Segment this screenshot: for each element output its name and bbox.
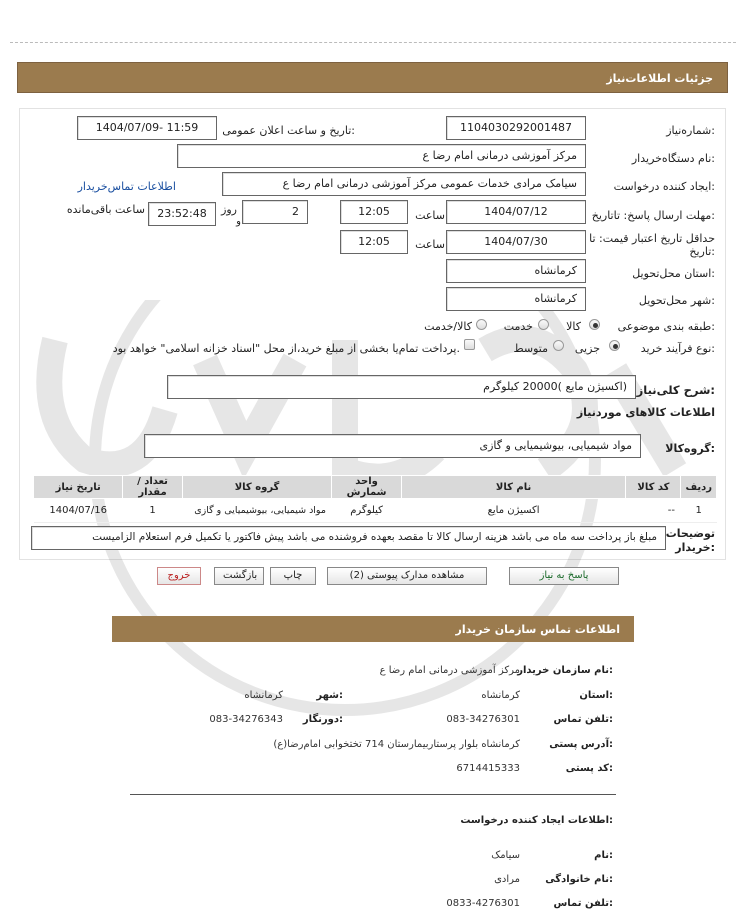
cell-row: 1 — [681, 499, 717, 523]
need-number-label: شماره‌نیاز: — [666, 124, 715, 137]
deadline-date-field[interactable]: 1404/07/12 — [446, 200, 586, 224]
contact-postal-label: کد پستی: — [565, 763, 613, 774]
treasury-note: پرداخت تمام‌یا بخشی از مبلغ خرید،از محل "اسناد خزانه اسلامی" خواهد بود. — [112, 342, 460, 355]
creator-label: ایجاد کننده درخواست: — [613, 180, 715, 193]
process-option-minor: جزیی — [574, 342, 600, 355]
col-row: ردیف — [681, 476, 717, 499]
validity-date-field[interactable]: 1404/07/30 — [446, 230, 586, 254]
col-unit: واحد شمارش — [332, 476, 401, 499]
creator-phone-value: 0833-4276301 — [446, 898, 520, 909]
reply-button[interactable]: پاسخ به نیاز — [509, 567, 619, 585]
buyer-org-field[interactable]: مرکز آموزشی درمانی امام رضا ع — [177, 144, 586, 168]
province-label: استان محل‌تحویل: — [632, 267, 715, 280]
contact-address-value: کرمانشاه بلوار پرستاربیمارستان 714 تختخوابی امام‌رضا(ع) — [273, 739, 520, 750]
creator-name-label: نام: — [594, 850, 613, 861]
contact-province-label: استان: — [579, 690, 613, 701]
category-radio-service[interactable] — [538, 319, 549, 330]
cell-group: مواد شیمیایی، بیوشیمیایی و گازی — [182, 499, 332, 523]
category-option-goods-service: کالا/خدمت — [424, 320, 472, 333]
contact-divider — [130, 794, 616, 795]
treasury-checkbox[interactable] — [464, 339, 475, 350]
buyer-notes-label-1: توضیحات — [665, 527, 715, 540]
cell-code: -- — [626, 499, 681, 523]
buyer-notes-label-2: خریدار: — [675, 541, 715, 554]
contact-header-title: اطلاعات تماس سازمان خریدار — [455, 623, 620, 636]
group-field[interactable]: مواد شیمیایی، بیوشیمیایی و گازی — [144, 434, 641, 458]
table-row[interactable] — [34, 499, 717, 523]
city-label: شهر محل‌تحویل: — [638, 294, 715, 307]
deadline-label: مهلت ارسال پاسخ: تاتاریخ: — [591, 209, 715, 222]
buyer-notes-field[interactable]: مبلغ باز پرداخت سه ماه می باشد هزینه ارسال کالا تا مقصد بعهده فروشنده می باشد پیش فاکتور یا تکمیل فرم استعلام الزامیست — [31, 526, 666, 550]
col-date: تاریخ نیاز — [34, 476, 123, 499]
creator-info-title: اطلاعات ایجاد کننده درخواست: — [460, 815, 613, 826]
print-button[interactable]: چاپ — [270, 567, 316, 585]
creator-family-value: مرادی — [494, 874, 520, 885]
contact-province-value: کرمانشاه — [481, 690, 520, 701]
creator-family-label: نام خانوادگی: — [545, 874, 613, 885]
deadline-time-label: ساعت — [415, 209, 445, 222]
col-code: کد کالا — [626, 476, 681, 499]
days-label: روز — [221, 203, 237, 216]
contact-fax-value: 083-34276343 — [209, 714, 283, 725]
remaining-label: ساعت باقی‌مانده — [66, 203, 145, 216]
days-suffix: و — [236, 216, 241, 227]
category-option-goods: کالا — [566, 320, 581, 333]
items-table — [33, 475, 717, 523]
contact-city-value: کرمانشاه — [244, 690, 283, 701]
exit-button[interactable]: خروج — [157, 567, 201, 585]
creator-phone-label: تلفن تماس: — [553, 898, 613, 909]
buyer-org-label: نام دستگاه‌خریدار: — [631, 152, 715, 165]
cell-name: اکسیژن مایع — [401, 499, 626, 523]
details-header-bar — [17, 62, 728, 93]
validity-time-field[interactable]: 12:05 — [340, 230, 408, 254]
cell-qty: 1 — [123, 499, 182, 523]
details-header-title: جزئیات اطلاعات‌نیاز — [606, 72, 713, 85]
cell-date: 1404/07/16 — [34, 499, 123, 523]
contact-phone-label: تلفن تماس: — [553, 714, 613, 725]
announce-label: تاریخ و ساعت اعلان عمومی: — [222, 124, 355, 137]
process-radio-medium[interactable] — [553, 340, 564, 351]
validity-label-2: تاریخ: — [689, 245, 715, 258]
contact-postal-value: 6714415333 — [456, 763, 520, 774]
validity-label-1: حداقل تاریخ اعتبار قیمت: تا — [589, 232, 715, 245]
category-radio-goods-service[interactable] — [476, 319, 487, 330]
contact-org-value: مرکز آموزشی درمانی امام رضا ع — [379, 665, 520, 676]
announce-field[interactable]: 1404/07/09- 11:59 — [77, 116, 217, 140]
contact-fax-label: دورنگار: — [302, 714, 343, 725]
category-radio-goods[interactable] — [589, 319, 600, 330]
contact-city-label: شهر: — [316, 690, 343, 701]
deadline-time-field[interactable]: 12:05 — [340, 200, 408, 224]
category-label: طبقه بندی موضوعی: — [617, 320, 715, 333]
items-table-header — [34, 476, 717, 499]
goods-info-label: اطلاعات کالاهای موردنیاز — [576, 406, 715, 419]
attachments-button[interactable]: مشاهده مدارک پیوستی (2) — [327, 567, 487, 585]
contact-address-label: آدرس پستی: — [549, 739, 613, 750]
summary-field[interactable]: اکسیژن مایع )20000 کیلوگرم) — [167, 375, 636, 399]
col-qty: تعداد / مقدار — [123, 476, 182, 499]
validity-time-label: ساعت — [415, 238, 445, 251]
process-radio-minor[interactable] — [609, 340, 620, 351]
col-group: گروه کالا — [182, 476, 332, 499]
process-option-medium: متوسط — [513, 342, 548, 355]
col-name: نام کالا — [401, 476, 626, 499]
creator-field[interactable]: سیامک مرادی خدمات عمومی مرکز آموزشی درمانی امام رضا ع — [222, 172, 586, 196]
process-label: نوع فرآیند خرید: — [640, 342, 715, 355]
category-option-service: خدمت — [503, 320, 533, 333]
creator-name-value: سیامک — [491, 850, 520, 861]
top-divider — [10, 42, 736, 43]
city-field[interactable]: کرمانشاه — [446, 287, 586, 311]
contact-org-label: نام سازمان خریدار: — [517, 665, 613, 676]
summary-label: شرح کلی‌نیاز: — [636, 383, 715, 397]
contact-header-bar — [112, 616, 634, 642]
days-field[interactable]: 2 — [242, 200, 308, 224]
buyer-contact-link[interactable]: اطلاعات تماس‌خریدار — [77, 180, 176, 193]
need-number-field[interactable]: 1104030292001487 — [446, 116, 586, 140]
remaining-time-field[interactable]: 23:52:48 — [148, 202, 216, 226]
back-button[interactable]: بازگشت — [214, 567, 264, 585]
group-label: گروه‌کالا: — [665, 442, 715, 455]
cell-unit: کیلوگرم — [332, 499, 401, 523]
contact-phone-value: 083-34276301 — [446, 714, 520, 725]
province-field[interactable]: کرمانشاه — [446, 259, 586, 283]
